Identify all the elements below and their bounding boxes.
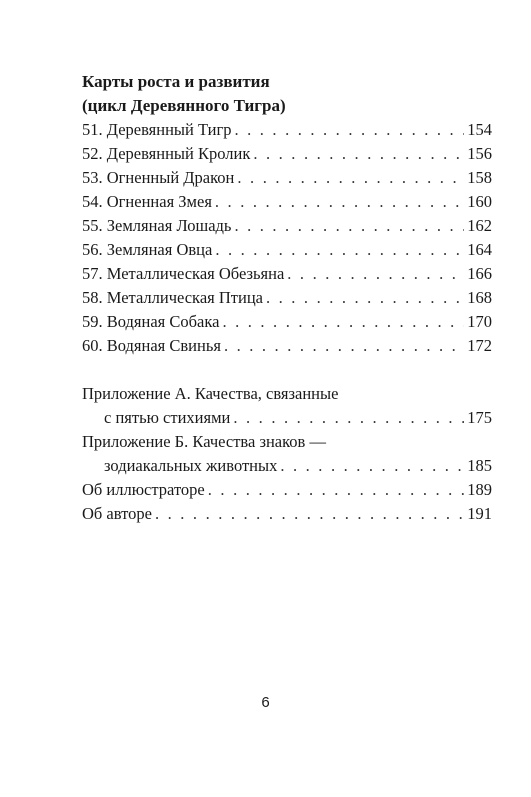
toc-entry [82, 334, 492, 358]
dot-leader [155, 502, 464, 526]
toc-page-number: 154 [467, 120, 492, 139]
toc-entry-label: 53. Огненный Дракон [82, 168, 235, 187]
toc-entry-label: 59. Водяная Собака [82, 312, 220, 331]
dot-leader [234, 118, 464, 142]
dot-leader [280, 454, 464, 478]
toc-entry [82, 214, 492, 238]
toc-entry-label: 52. Деревянный Кролик [82, 144, 251, 163]
toc-page-number: 175 [467, 408, 492, 427]
dot-leader [215, 238, 464, 262]
toc-page-number: 185 [467, 456, 492, 475]
toc-page-number: 189 [467, 480, 492, 499]
toc-entry [82, 238, 492, 262]
toc-entry-label: 57. Металлическая Обезьяна [82, 264, 285, 283]
toc-entry-label: 56. Земляная Овца [82, 240, 213, 259]
toc-entry-label: 54. Огненная Змея [82, 192, 212, 211]
dot-leader [233, 406, 464, 430]
toc-entry [82, 310, 492, 334]
dot-leader [215, 190, 464, 214]
toc-page-number: 191 [467, 504, 492, 523]
toc-page-number: 162 [467, 216, 492, 235]
toc-entry-label: 51. Деревянный Тигр [82, 120, 232, 139]
toc-entry [82, 118, 492, 142]
section-heading-line-1: Карты роста и развития [82, 72, 270, 91]
dot-leader [208, 478, 464, 502]
appendix-title-line: Приложение Б. Качества знаков — [82, 432, 326, 451]
toc-entry [82, 478, 492, 502]
toc-entry [82, 502, 492, 526]
toc-entry [82, 286, 492, 310]
toc-entry-label: Об авторе [82, 504, 152, 523]
toc-page-number: 166 [467, 264, 492, 283]
toc-entry-label: 58. Металлическая Птица [82, 288, 263, 307]
appendix-entry [82, 430, 492, 478]
dot-leader [253, 142, 464, 166]
toc-entry [82, 406, 492, 430]
toc-page-number: 170 [467, 312, 492, 331]
dot-leader [222, 310, 464, 334]
toc-page-number: 172 [467, 336, 492, 355]
toc-page-number: 160 [467, 192, 492, 211]
appendix-title-line: Приложение А. Качества, связанные [82, 384, 339, 403]
dot-leader [234, 214, 464, 238]
dot-leader [224, 334, 464, 358]
toc-entry [82, 262, 492, 286]
toc-entry-label: 60. Водяная Свинья [82, 336, 221, 355]
page-number: 6 [261, 694, 270, 711]
section-gap [82, 358, 492, 382]
toc-entry [82, 190, 492, 214]
toc-entry [82, 166, 492, 190]
toc-page-number: 168 [467, 288, 492, 307]
section-heading-line-2: (цикл Деревянного Тигра) [82, 96, 286, 115]
dot-leader [266, 286, 464, 310]
dot-leader [237, 166, 464, 190]
toc-entry-label: с пятью стихиями [104, 408, 231, 427]
toc-entry [82, 454, 492, 478]
table-of-contents [82, 70, 492, 526]
toc-page-number: 158 [467, 168, 492, 187]
toc-page-number: 164 [467, 240, 492, 259]
toc-page-number: 156 [467, 144, 492, 163]
dot-leader [287, 262, 464, 286]
appendix-entry [82, 382, 492, 430]
chapter-list [82, 118, 492, 358]
toc-entry-label: 55. Земляная Лошадь [82, 216, 232, 235]
toc-entry-label: зодиакальных животных [104, 456, 278, 475]
toc-entry [82, 142, 492, 166]
toc-entry-label: Об иллюстраторе [82, 480, 205, 499]
